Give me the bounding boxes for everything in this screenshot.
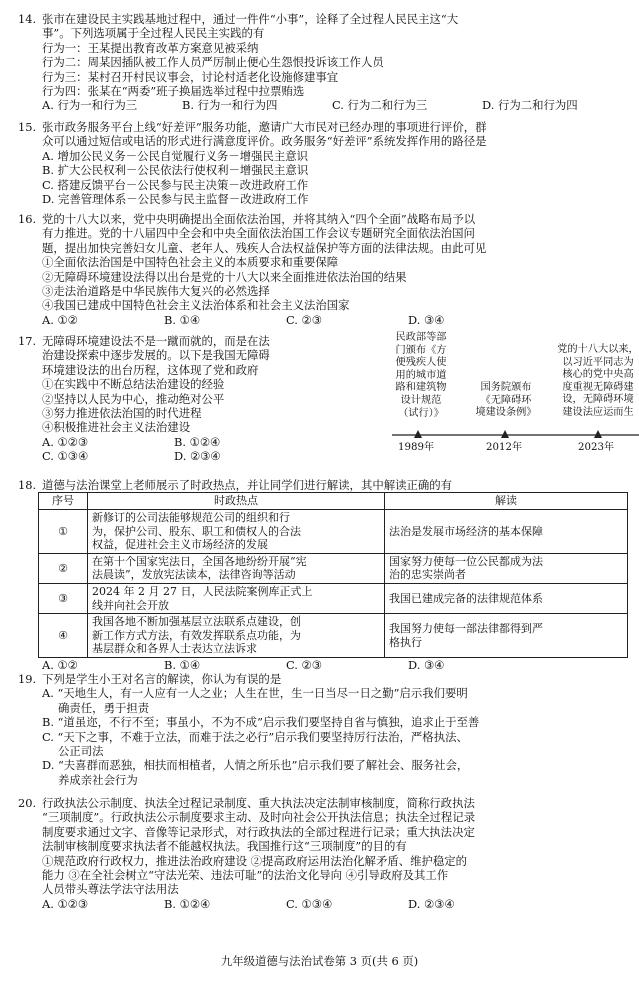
question-19	[18, 672, 630, 787]
options-row	[42, 449, 372, 463]
option-b[interactable]: B. ①④	[164, 657, 201, 672]
interpretation-cell: 我国努力使每一部法律都得到严 格执行	[385, 614, 628, 658]
stem-line: 党的十八大以来，党中央明确提出全面依法治国，并将其纳入“四个全面”战略布局予以	[42, 212, 476, 226]
table-row	[39, 553, 628, 583]
table-row	[39, 583, 628, 613]
option-d[interactable]: D. 行为二和行为四	[482, 98, 578, 113]
stem-line: 制度要求通过文字、音像等记录形式，对行政执法的全部过程进行记录；重大执法决定	[42, 824, 475, 839]
stem-line: 事”。下列选项属于全过程人民民主实践的有	[42, 26, 265, 41]
statement-item: ④积极推进社会主义法治建设	[42, 420, 191, 435]
option-d[interactable]: D. “夫喜群而恶独，相扶而相植者，人情之所乐也”启示我们要了解社会、服务社会， 养成亲社会行为	[42, 758, 469, 787]
stem-line: 治建设探索中逐步发展的。以下是我国无障碍	[42, 348, 270, 363]
option-a[interactable]: A. “天地生人，有一人应有一人之业；人生在世，生一日当尽一日之勤”启示我们要明 确责任，勇于担责	[42, 686, 468, 715]
timeline-marker-2023	[594, 430, 602, 438]
hot-topic-cell: 2024 年 2 月 27 日，人民法院案例库正式上 线并向社会开放	[88, 583, 385, 613]
option-d[interactable]: D. ②③④	[174, 449, 221, 464]
option-c[interactable]: C. ①③④	[42, 449, 89, 464]
option-b[interactable]: B. ①②④	[164, 896, 211, 911]
option-c[interactable]: C. 行为二和行为三	[332, 98, 428, 113]
statement-item: ③走法治道路是中华民族伟大复兴的必然选择	[42, 284, 270, 299]
options-row	[42, 897, 630, 911]
option-c[interactable]: C. ②③	[286, 657, 322, 672]
statement-item: ②无障碍环境建设法得以出台是党的十八大以来全面推进依法治国的结果	[42, 269, 407, 284]
option-c[interactable]: C. “天下之事，不难于立法，而难于法之必行”启示我们要坚持厉行法治，严格执法、 公正司法	[42, 729, 468, 759]
act-line: 行为二：周某因插队被工作人员严厉制止便心生怨恨投诉该工作人员	[42, 55, 384, 70]
stem-line: 有力推进。党的十八届四中全会和中央全面依法治国工作会议专题研究全面依法治国问	[42, 226, 475, 241]
row-number: ③	[39, 583, 88, 613]
timeline-year: 1989年	[398, 442, 435, 453]
question-18	[18, 478, 630, 672]
question-14	[18, 12, 630, 113]
statement-item: ④我国已建成中国特色社会主义法治体系和社会主义法治国家	[42, 298, 350, 313]
option-b[interactable]: B. 扩大公民权利－公民依法行使权利－增强民主意识	[42, 163, 309, 178]
timeline-year: 2023年	[578, 442, 615, 453]
timeline-event-2023: 党的十八大以来， 以习近平同志为 核心的党中央高 度重视无障碍建 设，无障碍环境 建设法应运而生	[557, 344, 639, 418]
column-header: 时政热点	[88, 493, 385, 510]
table-header-row	[39, 493, 628, 510]
option-b[interactable]: B. “道虽迩，不行不至；事虽小，不为不成”启示我们要坚持自省与慎独，追求止于至善	[42, 715, 480, 730]
option-d[interactable]: D. ③④	[408, 657, 445, 672]
option-c[interactable]: C. ①③④	[286, 896, 333, 911]
question-16	[18, 212, 630, 327]
question-number: 20.	[18, 796, 37, 810]
stem-line: “三项制度”。行政执法公示制度要求主动、及时向社会公开执法信息；执法全过程记录	[42, 810, 476, 825]
timeline-year: 2012年	[486, 442, 523, 453]
timeline-figure	[390, 332, 639, 464]
act-line: 行为三：某村召开村民议事会，讨论村适老化设施修建事宜	[42, 69, 339, 84]
hot-topics-table	[38, 492, 628, 658]
option-a[interactable]: A. ①②③	[42, 434, 89, 449]
timeline-marker-1989	[414, 430, 422, 438]
hot-topic-cell: 新修订的公司法能够规范公司的组织和行 为，保护公司、股东、职工和债权人的合法 权益，促进社会主义市场经济的发展	[88, 510, 385, 554]
interpretation-cell: 法治是发展市场经济的基本保障	[385, 510, 628, 554]
hot-topic-cell: 我国各地不断加强基层立法联系点建设，创 新工作方式方法，有效发挥联系点功能，为 基层群众和各界人士表达立法诉求	[88, 614, 385, 658]
statement-item: ①全面依法治国是中国特色社会主义的本质要求和重要保障	[42, 255, 339, 270]
column-header: 序号	[39, 493, 88, 510]
options-row	[42, 98, 630, 112]
timeline-marker-2012	[501, 430, 509, 438]
statement-item: ②坚持以人民为中心，推动绝对公平	[42, 391, 225, 406]
statement-item: ①规范政府行政权力，推进法治政府建设 ②提高政府运用法治化解矛盾、维护稳定的	[42, 853, 468, 868]
row-number: ④	[39, 614, 88, 658]
option-a[interactable]: A. 行为一和行为三	[42, 98, 138, 113]
option-a[interactable]: A. ①②	[42, 312, 78, 327]
stem-line: 法制审核制度要求执法者不能越权执法。我国推行这“三项制度”的目的有	[42, 839, 407, 854]
stem-line: 张市政务服务平台上线“好差评”服务功能，邀请广大市民对已经办理的事项进行评价，群	[42, 120, 487, 134]
option-b[interactable]: B. ①④	[164, 312, 201, 327]
question-number: 17.	[18, 334, 37, 348]
option-c[interactable]: C. 搭建反馈平台－公民参与民主决策－改进政府工作	[42, 177, 309, 192]
options-row	[42, 435, 372, 449]
stem-line: 行政执法公示制度、执法全过程记录制度、重大执法决定法制审核制度，简称行政执法	[42, 796, 475, 810]
question-number: 18.	[18, 478, 37, 492]
stem-line: 张市在建设民主实践基地过程中，通过一件件“小事”，诠释了全过程人民民主这“大	[42, 12, 459, 26]
table-row	[39, 510, 628, 554]
option-d[interactable]: D. ②③④	[408, 896, 455, 911]
option-a[interactable]: A. ①②	[42, 657, 78, 672]
options-row	[42, 658, 630, 672]
statement-item: 能力 ③在全社会树立“守法光荣、违法可耻”的法治文化导向 ④引导政府及其工作	[42, 868, 449, 883]
question-number: 19.	[18, 672, 37, 686]
timeline-event-1989: 民政部等部 门颁布《方 便残疾人使 用的城市道 路和建筑物 设计规范 （试行）》	[395, 332, 447, 419]
interpretation-cell: 我国已建成完备的法律规范体系	[385, 583, 628, 613]
question-20	[18, 796, 630, 911]
row-number: ②	[39, 553, 88, 583]
option-b[interactable]: B. 行为一和行为四	[182, 98, 278, 113]
question-number: 14.	[18, 12, 37, 26]
statement-item: 人员带头尊法学法守法用法	[42, 882, 179, 897]
option-d[interactable]: D. 完善管理体系－公民参与民主监督－改进政府工作	[42, 192, 309, 207]
interpretation-cell: 国家努力使每一位公民都成为法 治的忠实崇尚者	[385, 553, 628, 583]
question-number: 16.	[18, 212, 37, 226]
stem-line: 下列是学生小王对名言的解读，你认为有误的是	[42, 672, 282, 686]
hot-topic-cell: 在第十个国家宪法日，全国各地纷纷开展“宪 法晨读”，发放宪法读本，法律咨询等活动	[88, 553, 385, 583]
option-c[interactable]: C. ②③	[286, 312, 322, 327]
stem-line: 众可以通过短信或电话的形式进行满意度评价。政务服务“好差评”系统发挥作用的路径是	[42, 134, 487, 149]
column-header: 解读	[385, 493, 628, 510]
act-line: 行为四：张某在“两委”班子换届选举过程中拉票贿选	[42, 84, 305, 99]
table-row	[39, 614, 628, 658]
option-b[interactable]: B. ①②④	[174, 434, 221, 449]
stem-line: 题，提出加快完善妇女儿童、老年人、残疾人合法权益保护等方面的法律法规。由此可见	[42, 240, 487, 255]
option-a[interactable]: A. 增加公民义务－公民自觉履行义务－增强民主意识	[42, 148, 309, 163]
stem-line: 道德与法治课堂上老师展示了时政热点，并让同学们进行解读，其中解读正确的有	[42, 478, 453, 492]
statement-item: ③努力推进依法治国的时代进程	[42, 406, 202, 421]
question-15	[18, 120, 630, 206]
statement-item: ①在实践中不断总结法治建设的经验	[42, 377, 225, 392]
act-line: 行为一：王某提出教育改革方案意见被采纳	[42, 40, 259, 55]
question-17	[18, 332, 639, 474]
option-d[interactable]: D. ③④	[408, 312, 445, 327]
option-a[interactable]: A. ①②③	[42, 896, 89, 911]
page-footer: 九年级道德与法治试卷第 3 页(共 6 页)	[220, 954, 419, 968]
question-number: 15.	[18, 120, 37, 134]
stem-line: 无障碍环境建设法不是一蹴而就的，而是在法	[42, 334, 270, 348]
row-number: ①	[39, 510, 88, 554]
stem-line: 环境建设法的出台历程，这体现了党和政府	[42, 362, 259, 377]
timeline-event-2012: 国务院颁布 《无障碍环 境建设条例》	[475, 382, 537, 419]
options-row	[42, 313, 630, 327]
